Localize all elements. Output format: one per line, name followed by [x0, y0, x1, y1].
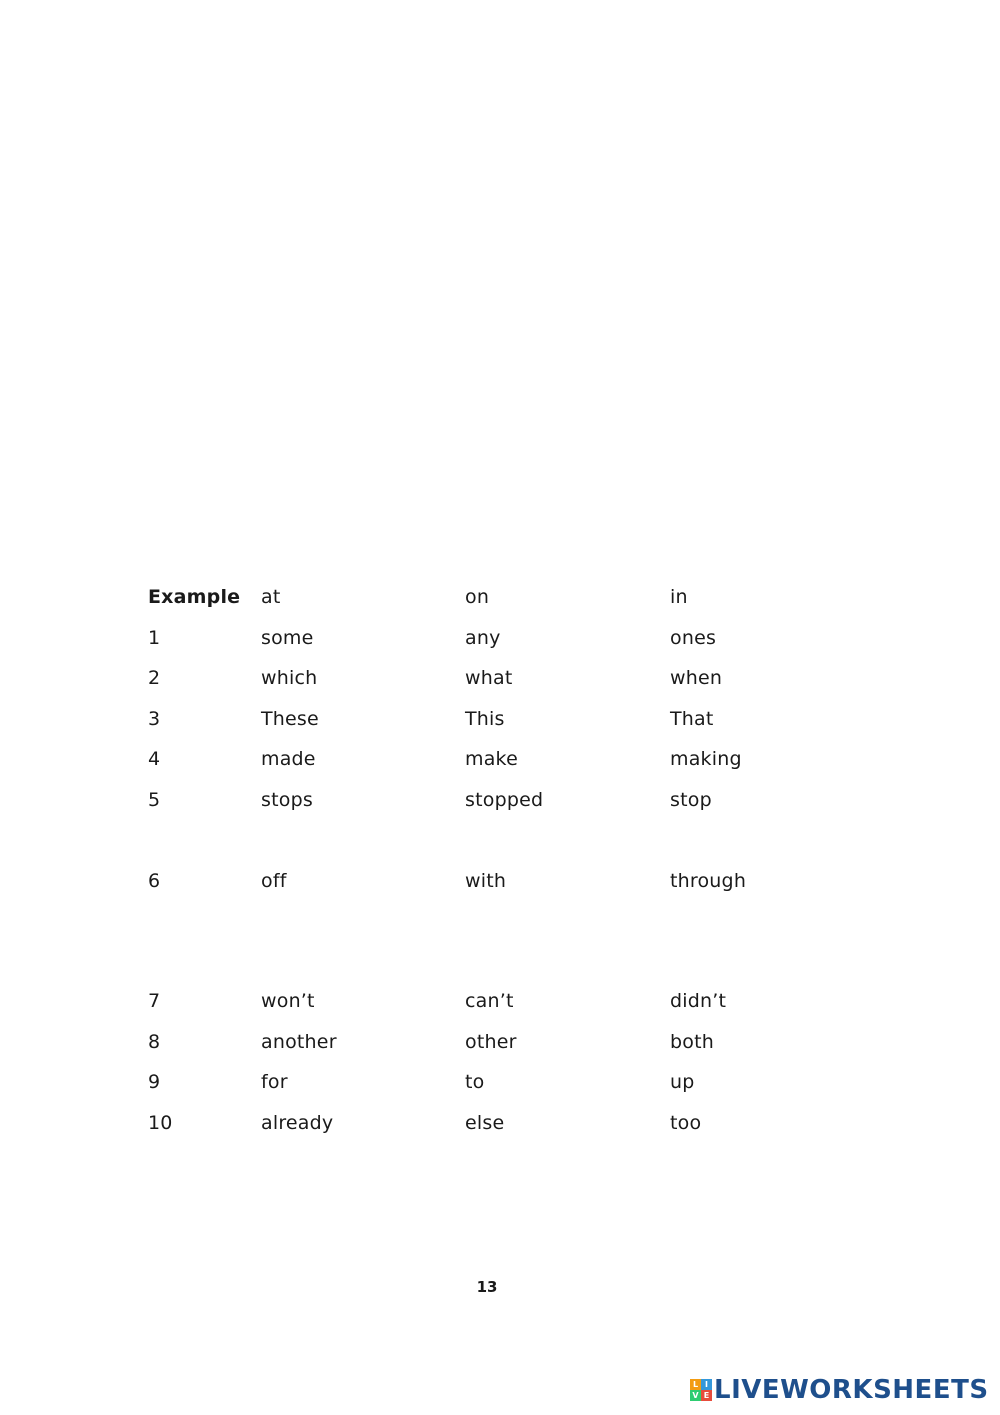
option-b: on [465, 586, 490, 608]
option-c: in [670, 586, 688, 608]
option-a: another [261, 1030, 337, 1053]
table-row [148, 742, 848, 783]
row-label: 8 [148, 1030, 161, 1053]
liveworksheets-logo-icon: L I V E [690, 1379, 712, 1401]
row-label: 6 [148, 869, 161, 892]
option-a: made [261, 748, 316, 771]
table-row [148, 1025, 848, 1066]
option-c: stop [670, 788, 712, 811]
option-a: stops [261, 788, 313, 811]
row-label: 3 [148, 707, 161, 730]
row-label: 4 [148, 748, 161, 771]
option-b: with [465, 869, 507, 892]
option-a: These [261, 707, 319, 730]
option-b: can’t [465, 990, 514, 1013]
option-c: didn’t [670, 990, 727, 1013]
option-a: at [261, 586, 281, 608]
row-label: 2 [148, 667, 161, 690]
option-b: stopped [465, 788, 544, 811]
liveworksheets-brand [690, 1373, 989, 1407]
row-label: Example [148, 586, 241, 608]
option-c: up [670, 1071, 695, 1094]
option-c: too [670, 1111, 702, 1134]
option-a: off [261, 869, 287, 892]
row-label: 10 [148, 1111, 173, 1134]
option-c: ones [670, 626, 717, 649]
row-label: 5 [148, 788, 161, 811]
table-row-example [148, 580, 848, 621]
row-label: 1 [148, 626, 161, 649]
option-b: else [465, 1111, 505, 1134]
table-row [148, 1065, 848, 1106]
answer-options-table [148, 580, 848, 1147]
option-b: what [465, 667, 513, 690]
table-row [148, 661, 848, 702]
option-b: make [465, 748, 518, 771]
option-a: for [261, 1071, 288, 1094]
row-label: 7 [148, 990, 161, 1013]
option-c: both [670, 1030, 714, 1053]
option-b: any [465, 626, 501, 649]
table-row [148, 1106, 848, 1147]
option-b: This [465, 707, 505, 730]
table-row [148, 783, 848, 824]
option-a: won’t [261, 990, 315, 1013]
option-b: other [465, 1030, 517, 1053]
table-row [148, 984, 848, 1025]
option-c: making [670, 748, 742, 771]
option-a: already [261, 1111, 334, 1134]
page-number: 13 [476, 1278, 498, 1296]
option-c: That [670, 707, 714, 730]
table-row [148, 864, 848, 905]
brand-name: LIVEWORKSHEETS [714, 1375, 989, 1405]
option-b: to [465, 1071, 485, 1094]
option-c: through [670, 869, 747, 892]
option-a: some [261, 626, 314, 649]
option-c: when [670, 667, 723, 690]
row-label: 9 [148, 1071, 161, 1094]
table-row [148, 702, 848, 743]
table-row [148, 621, 848, 662]
option-a: which [261, 667, 318, 690]
